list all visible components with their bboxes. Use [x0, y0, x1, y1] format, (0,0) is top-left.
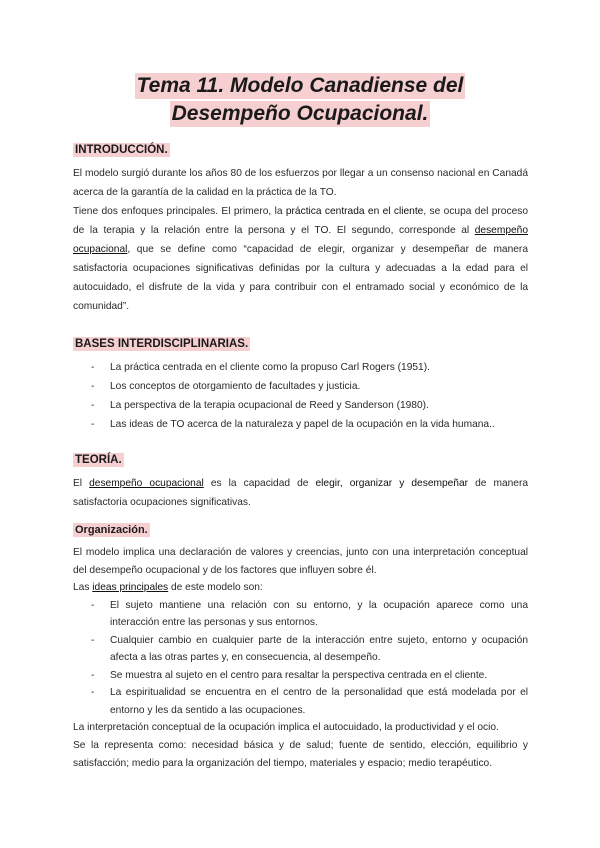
list-item: - Cualquier cambio en cualquier parte de la interacción entre sujeto, entorno y ocupación afecta a las otras partes y, en consecuencia, al desempeño.	[91, 634, 528, 663]
term-choose-organize-perform: elegir, organizar y desempeñar	[315, 478, 469, 489]
list-item: - El sujeto mantiene una relación con su entorno, y la ocupación aparece como una interacción entre las personas y sus entornos.	[91, 599, 528, 628]
intro-section	[73, 140, 528, 316]
organizacion-heading: Organización.	[75, 524, 148, 536]
bases-section	[73, 334, 528, 434]
list-item: - La espiritualidad se encuentra en el centro de la personalidad que está modelada por el entorno y les da sentido a las ocupaciones.	[91, 687, 528, 716]
teoria-paragraph: El desempeño ocupacional es la capacidad de elegir, organizar y desempeñar de manera satisfactoria ocupaciones significativas.	[73, 478, 529, 508]
title-line-1: Tema 11. Modelo Canadiense del	[136, 74, 464, 97]
intro-paragraph-1: El modelo surgió durante los años 80 de los esfuerzos por llegar a un consenso nacional en Canadá acerca de la garantía de la calidad en la práctica de la TO.	[73, 168, 528, 198]
page-title	[0, 72, 600, 128]
bases-heading: BASES INTERDISCIPLINARIAS.	[75, 338, 249, 350]
intro-paragraph-2: Tiene dos enfoques principales. El primero, la práctica centrada en el cliente, se ocupa del proceso de la terapia y la relación entre la persona y el TO. El segundo, corresponde al desempeño ocupacional, que se define como “capacidad de elegir, organizar y desempeñar de manera satisfactoria ocupaciones significativas definidas por la cultura y adecuadas a la edad para el autocuidado, el disfrute de la vida y para contribuir con el entramado social y económico de la comunidad”.	[73, 206, 528, 312]
organizacion-paragraph-4: Se la representa como: necesidad básica y de salud; fuente de sentido, elección, equilibrio y satisfacción; medio para la organización del tiempo, materiales y espacio; medio terapéutico.	[73, 740, 528, 769]
term-client-centred: práctica centrada en el cliente	[285, 206, 424, 217]
list-item: - La práctica centrada en el cliente como la propuso Carl Rogers (1951).	[91, 362, 430, 373]
organizacion-paragraph-2: Las ideas principales de este modelo son:	[73, 582, 263, 593]
bases-list	[73, 358, 528, 434]
list-item: - La perspectiva de la terapia ocupacional de Reed y Sanderson (1980).	[91, 400, 429, 411]
title-line-2: Desempeño Ocupacional.	[171, 102, 429, 125]
term-occupational-performance: desempeño ocupacional	[89, 478, 204, 489]
document-body	[73, 140, 528, 773]
organizacion-list	[73, 597, 528, 720]
list-item: - Se muestra al sujeto en el centro para resaltar la perspectiva centrada en el cliente.	[91, 669, 488, 681]
organizacion-paragraph-1: El modelo implica una declaración de valores y creencias, junto con una interpretación conceptual del desempeño ocupacional y de los factores que influyen sobre él.	[73, 547, 528, 576]
list-item: - Las ideas de TO acerca de la naturaleza y papel de la ocupación en la vida humana..	[91, 419, 495, 430]
term-main-ideas: ideas principales	[92, 582, 169, 593]
teoria-heading: TEORÍA.	[75, 454, 122, 466]
teoria-section	[73, 450, 528, 512]
list-item: - Los conceptos de otorgamiento de facultades y justicia.	[91, 381, 361, 392]
organizacion-section	[73, 520, 528, 773]
term-occupational-performance: desempeño ocupacional	[73, 225, 528, 255]
organizacion-paragraph-3: La interpretación conceptual de la ocupación implica el autocuidado, la productividad y el ocio.	[73, 722, 499, 733]
intro-heading: INTRODUCCIÓN.	[75, 144, 168, 156]
